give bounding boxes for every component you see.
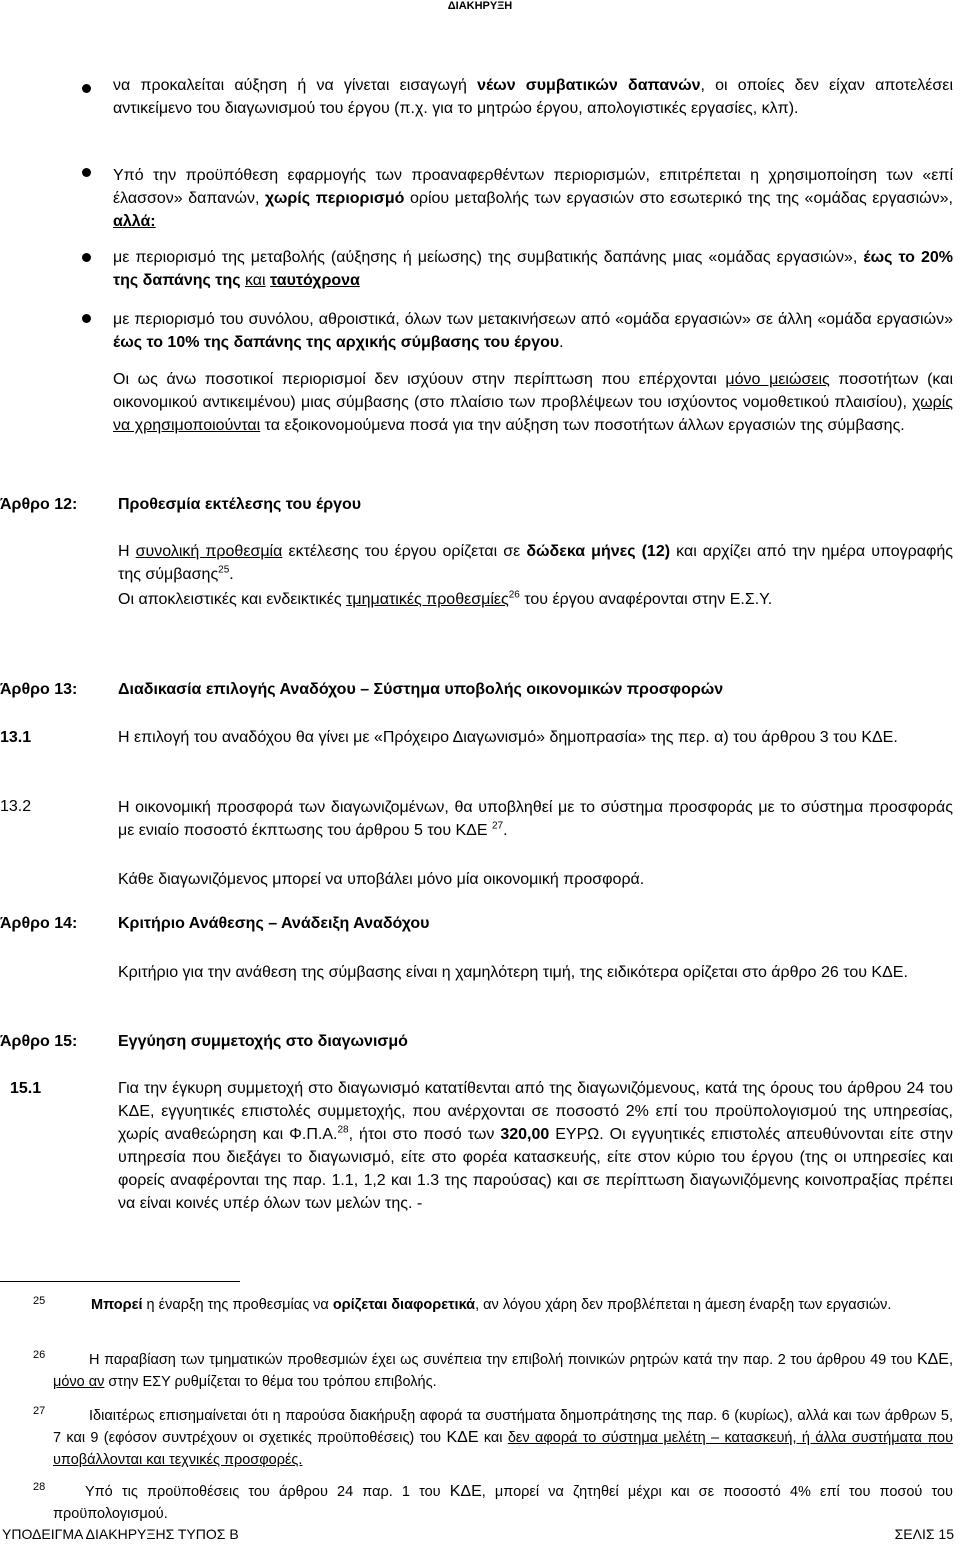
article-12-deadline: Η συνολική προθεσμία εκτέλεσης του έργου ορίζεται σε δώδεκα μήνες (12) και αρχίζει από την ημέρα υπογραφής της σύμβασης$^{25}$. (118, 543, 953, 583)
footnote-28-number: 28 (33, 1481, 46, 1493)
section-13-2-number: 13.2 (0, 798, 32, 815)
section-13-1-text: Η επιλογή του αναδόχου θα γίνει με «Πρόχειρο Διαγωνισμό» δημοπρασία» της περ. α) του άρθρου 3 του ΚΔΕ. (118, 729, 898, 746)
article-12-label: Άρθρο 12: (0, 496, 78, 513)
footnote-separator (0, 1281, 240, 1282)
footnote-27-text: Ιδιαιτέρως επισημαίνεται ότι η παρούσα διακήρυξη αφορά τα συστήματα δημοπράτησης της παρ. 6 (κυρίως), αλλά και των άρθρων 5, 7 και 9 (εφόσον συντρέχουν οι σχετικές προϋποθέσεις) του ΚΔΕ και δεν αφορά το σύστημα μελέτη – κατασκευή, ή άλλα συστήματα που υποβάλλονται και τεχνικές προσφορές. (53, 1408, 954, 1468)
article-15-label: Άρθρο 15: (0, 1033, 78, 1050)
bullet-icon (82, 314, 91, 323)
footnote-26-number: 26 (33, 1349, 46, 1361)
quantity-limits-paragraph: Οι ως άνω ποσοτικοί περιορισμοί δεν ισχύουν στην περίπτωση που επέρχονται μόνο μειώσεις ποσοτήτων (και οικονομικού αντικειμένου) μιας σύμβασης (στο πλαίσιο των προβλέψεων του ισχύοντος νομοθετικού πλαισίου), χωρίς να χρησιμοποιούνται τα εξοικονομούμενα ποσά για την αύξηση των ποσοτήτων άλλων εργασιών της σύμβασης. (113, 371, 954, 434)
bullet-lesser-costs: Υπό την προϋπόθεση εφαρμογής των προαναφερθέντων περιορισμών, επιτρέπεται η χρησιμοποίηση των «επί έλασσον» δαπανών, χωρίς περιορισμό ορίου μεταβολής των εργασιών στο εσωτερικό της της «ομάδας εργασιών», αλλά: (113, 167, 954, 230)
bullet-icon (82, 168, 91, 177)
footnote-26-text: Η παραβίαση των τμηματικών προθεσμιών έχει ως συνέπεια την επιβολή ποινικών ρητρών κατά την παρ. 2 του άρθρου 49 του ΚΔΕ, μόνο αν στην ΕΣΥ ρυθμίζεται το θέμα του τρόπου επιβολής. (53, 1351, 953, 1390)
article-13-label: Άρθρο 13: (0, 681, 78, 698)
footnote-ref-25: 25 (218, 564, 230, 576)
bullet-new-costs: να προκαλείται αύξηση ή να γίνεται εισαγωγή νέων συμβατικών δαπανών, οι οποίες δεν είχαν αποτελέσει αντικείμενο του διαγωνισμού του έργου (π.χ. για το μητρώο έργου, απολογιστικές εργασίες, κλπ). (113, 77, 953, 117)
article-14-text: Κριτήριο για την ανάθεση της σύμβασης είναι η χαμηλότερη τιμή, της ειδικότερα ορίζεται στο άρθρο 26 του ΚΔΕ. (118, 964, 908, 981)
article-13-title: Διαδικασία επιλογής Αναδόχου – Σύστημα υποβολής οικονομικών προσφορών (118, 681, 724, 698)
section-13-2-text: Η οικονομική προσφορά των διαγωνιζομένων, θα υποβληθεί με το σύστημα προσφοράς με το σύστημα προσφοράς με ενιαίο ποσοστό έκπτωσης του άρθρου 5 του ΚΔΕ $^{27}$. (118, 799, 953, 839)
article-12-partial-deadlines: Οι αποκλειστικές και ενδεικτικές τμηματικές προθεσμίες$^{26}$ του έργου αναφέρονται στην Ε.Σ.Υ. (118, 589, 773, 608)
footnote-27-number: 27 (33, 1405, 46, 1417)
article-15-title: Εγγύηση συμμετοχής στο διαγωνισμό (118, 1033, 408, 1050)
bullet-20-percent: με περιορισμό της μεταβολής (αύξησης ή μείωσης) της συμβατικής δαπάνης μιας «ομάδας εργασιών», έως το 20% της δαπάνης της και ταυτόχρονα (113, 249, 954, 289)
running-header: ΔΙΑΚΗΡΥΞΗ (447, 0, 513, 12)
section-15-1-number: 15.1 (10, 1080, 42, 1097)
footnote-ref-26: 26 (508, 589, 520, 601)
footnote-25-number: 25 (33, 1295, 46, 1307)
footnote-28-text: Υπό τις προϋποθέσεις του άρθρου 24 παρ. 1 του ΚΔΕ, μπορεί να ζητηθεί μέχρι και σε ποσοστό 4% επί του ποσού του προϋπολογισμού. (53, 1483, 953, 1522)
footer-page-number: ΣΕΛΙΣ 15 (894, 1526, 954, 1542)
article-14-title: Κριτήριο Ανάθεσης – Ανάδειξη Αναδόχου (118, 915, 430, 932)
footer-document-title: ΥΠΟΔΕΙΓΜΑ ΔΙΑΚΗΡΥΞΗΣ ΤΥΠΟΣ Β (2, 1526, 239, 1542)
article-12-title: Προθεσμία εκτέλεσης του έργου (118, 496, 362, 513)
bullet-icon (82, 253, 91, 262)
bullet-10-percent: με περιορισμό του συνόλου, αθροιστικά, όλων των μετακινήσεων από «ομάδα εργασιών» σε άλλη «ομάδα εργασιών» έως το 10% της δαπάνης της αρχικής σύμβασης του έργου. (113, 311, 953, 351)
footnote-25-text: Μπορεί η έναρξη της προθεσμίας να ορίζεται διαφορετικά, αν λόγου χάρη δεν προβλέπεται η άμεση έναρξη των εργασιών. (91, 1297, 892, 1313)
footnote-ref-27: 27 (491, 820, 504, 832)
bullet-icon (82, 84, 91, 93)
section-15-1-text: Για την έγκυρη συμμετοχή στο διαγωνισμό κατατίθενται από της διαγωνιζόμενους, κατά της όρους του άρθρου 24 του ΚΔΕ, εγγυητικές επιστολές συμμετοχής, που ανέρχονται σε ποσοστό 2% επί του προϋπολογισμού της υπηρεσίας, χωρίς αναθεώρηση και Φ.Π.Α.$^{28}$, ήτοι στο ποσό των 320,00 ΕΥΡΩ. Οι εγγυητικές επιστολές απευθύνονται είτε στην υπηρεσία που διεξάγει το διαγωνισμό, είτε στο φορέα κατασκευής, είτε στον κύριο του έργου (της οι υπηρεσίες και φορείς αναφέρονται της παρ. 1.1, 1,2 και 1.3 της παρούσας) και σε περίπτωση διαγωνιζόμενης κοινοπραξίας πρέπει να είναι κοινές υπέρ όλων των μελών της. - (118, 1080, 953, 1212)
footnote-ref-28: 28 (337, 1124, 349, 1136)
section-13-1-number: 13.1 (0, 729, 32, 746)
article-14-label: Άρθρο 14: (0, 915, 78, 932)
section-13-2-one-offer: Κάθε διαγωνιζόμενος μπορεί να υποβάλει μόνο μία οικονομική προσφορά. (118, 871, 645, 888)
